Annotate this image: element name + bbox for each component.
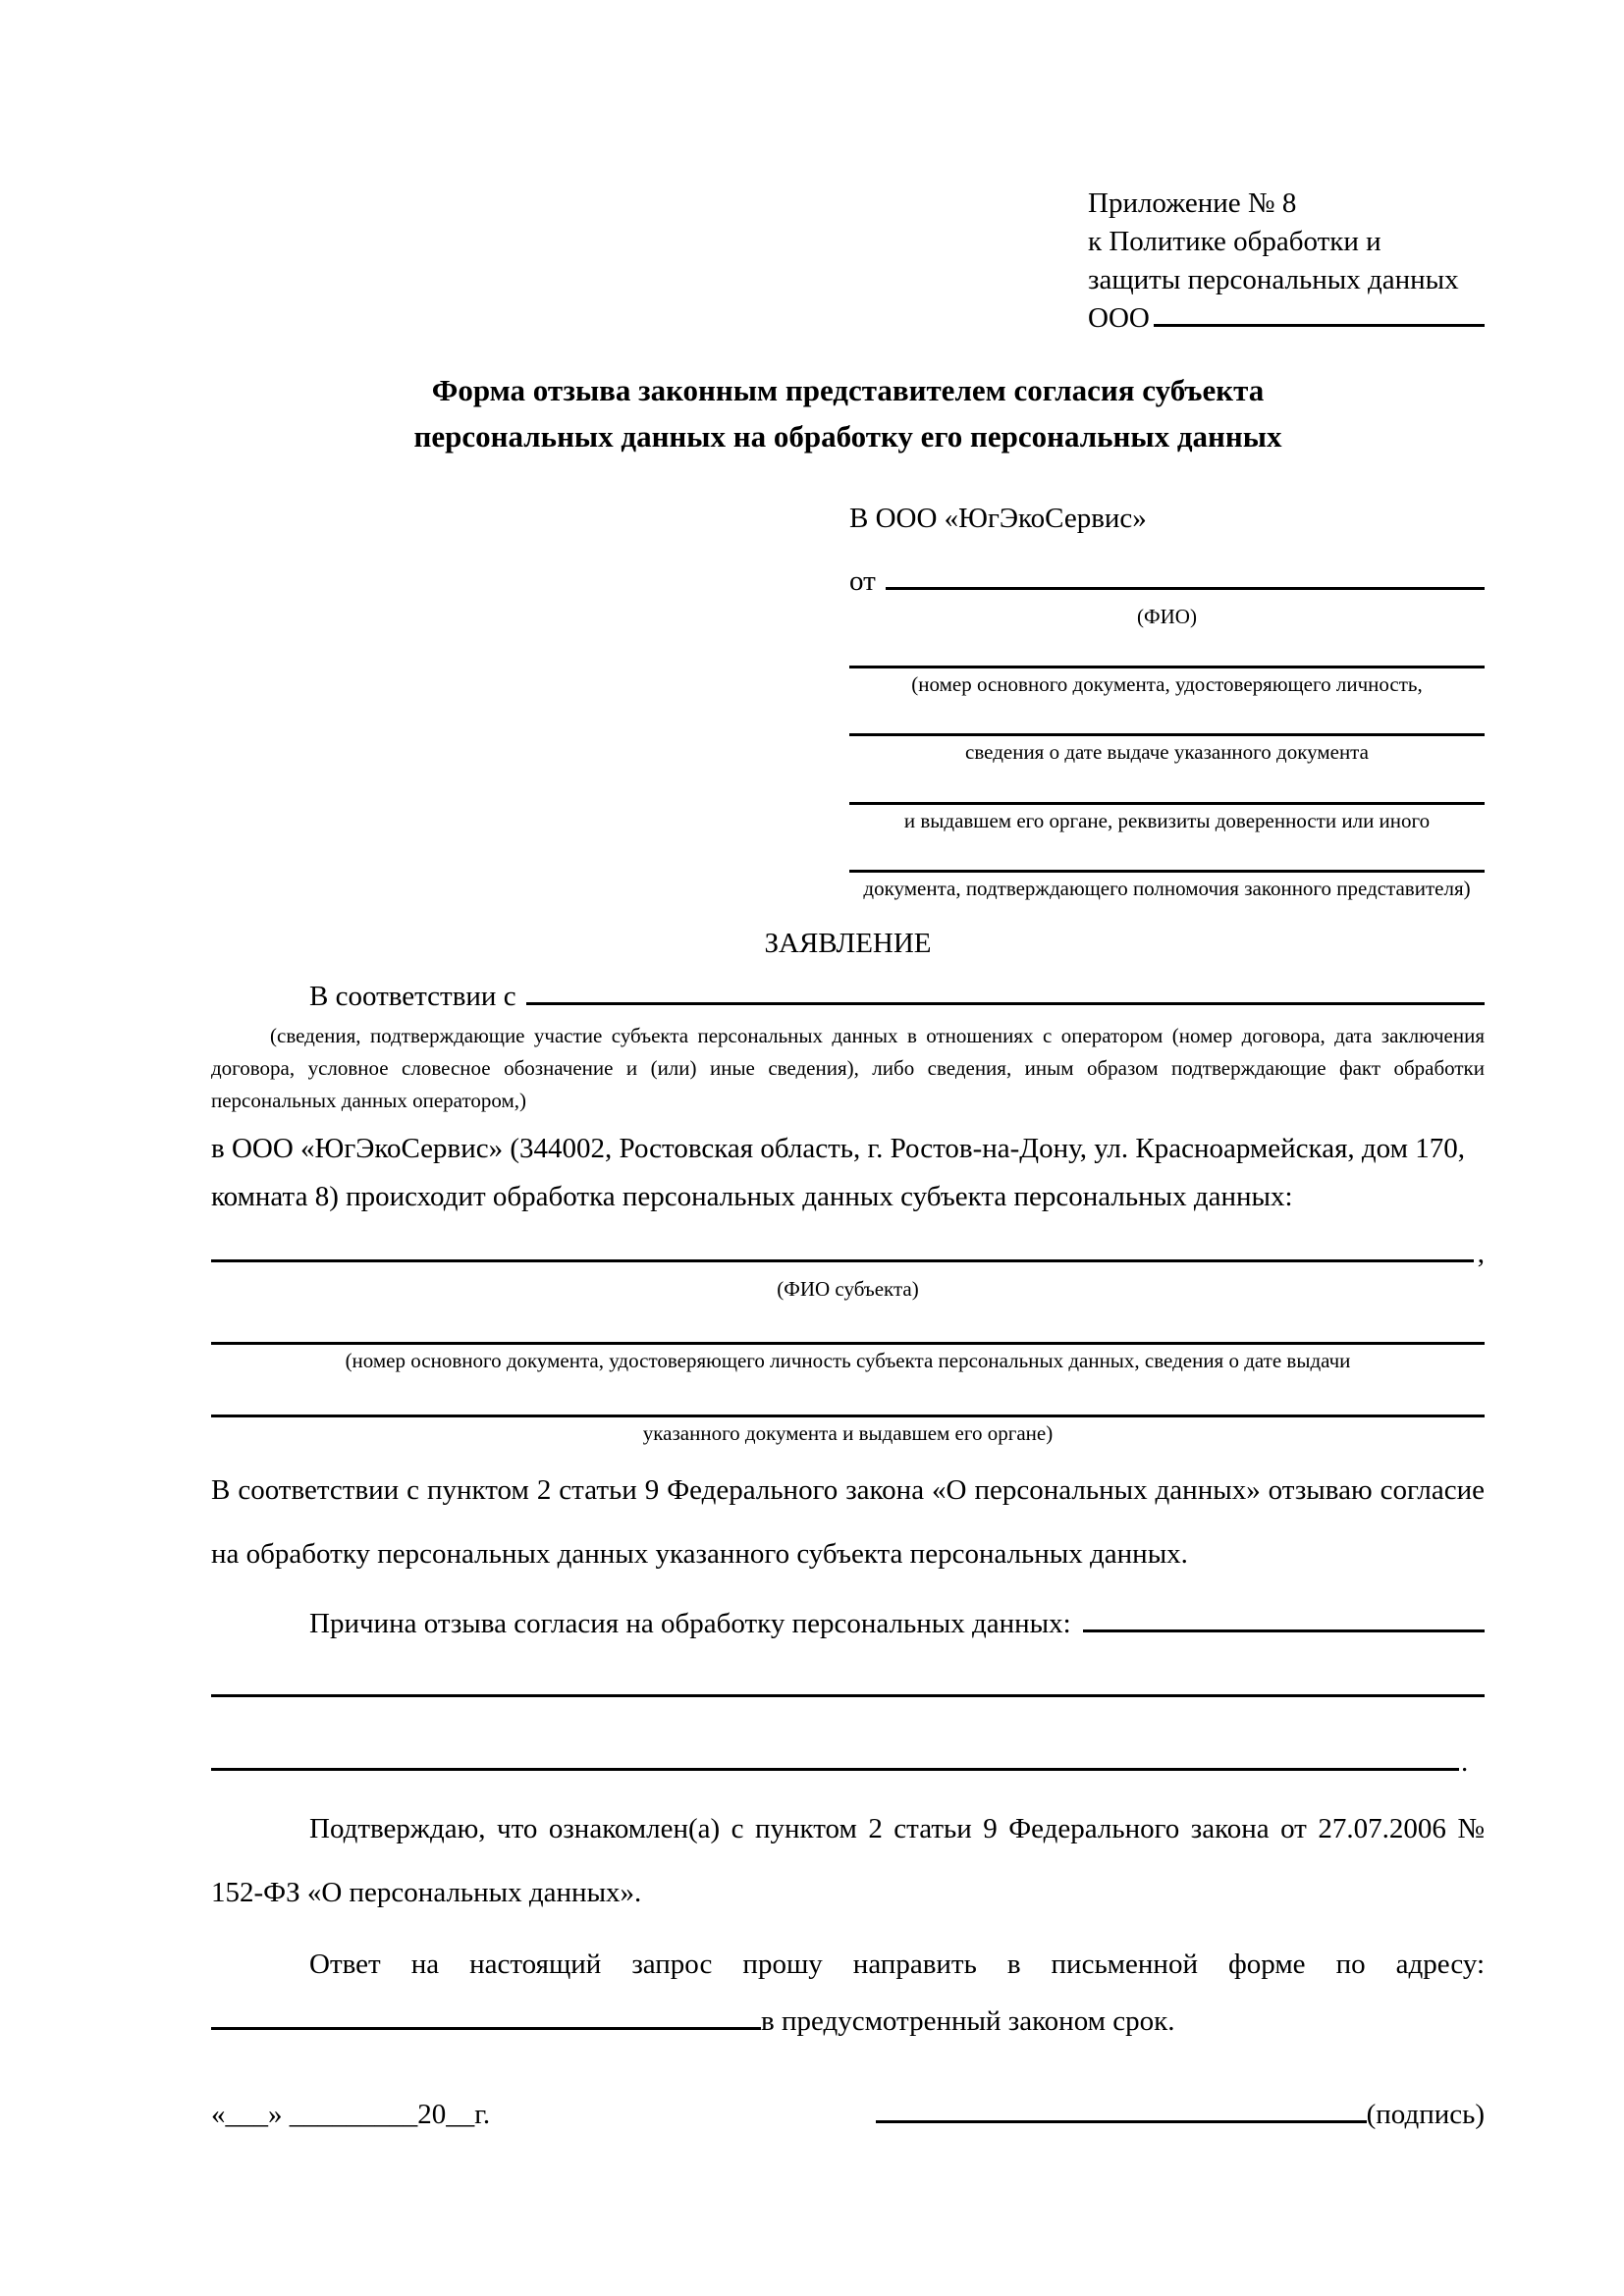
withdraw-paragraph: В соответствии с пунктом 2 статьи 9 Федерального закона «О персональных данных» отзываю согласие на обработку персональных данных указанного субъекта персональных данных. bbox=[211, 1473, 1485, 1571]
subject-line-comma: , bbox=[1477, 1238, 1485, 1270]
representative-doc-field-4[interactable] bbox=[849, 870, 1485, 873]
representative-doc-field-3[interactable] bbox=[849, 802, 1485, 805]
consent-basis-field[interactable] bbox=[526, 1002, 1485, 1005]
reason-field-line-3[interactable] bbox=[211, 1768, 1459, 1771]
operator-paragraph: в ООО «ЮгЭкоСервис» (344002, Ростовская область, г. Ростов-на-Дону, ул. Красноармейская, дом 170, комната 8) происходит обработка персональных данных субъекта персональных данных: bbox=[211, 1132, 1465, 1213]
from-row bbox=[849, 563, 1485, 601]
signature-field[interactable] bbox=[876, 2120, 1367, 2123]
subject-name-row bbox=[211, 1236, 1485, 1273]
representative-doc-caption-4: документа, подтверждающего полномочия законного представителя) bbox=[863, 877, 1471, 900]
reason-field-line-2[interactable] bbox=[211, 1694, 1485, 1697]
reason-period: . bbox=[1461, 1746, 1469, 1779]
subject-fio-caption: (ФИО субъекта) bbox=[777, 1277, 919, 1302]
reply-paragraph: Ответ на настоящий запрос прошу направить в письменной форме по адресу: bbox=[309, 1949, 1485, 1981]
confirm-paragraph: Подтверждаю, что ознакомлен(а) с пунктом 2 статьи 9 Федерального закона от 27.07.2006 № 152-ФЗ «О персональных данных». bbox=[211, 1812, 1485, 1909]
reason-field-line-1[interactable] bbox=[1083, 1629, 1485, 1632]
reply-suffix: в предусмотренный законом срок. bbox=[761, 2004, 1175, 2037]
representative-doc-field-1[interactable] bbox=[849, 666, 1485, 668]
representative-doc-caption-2: сведения о дате выдаче указанного документа bbox=[965, 740, 1369, 765]
subject-doc-field-1[interactable] bbox=[211, 1342, 1485, 1345]
fio-caption: (ФИО) bbox=[1137, 604, 1197, 628]
document-title bbox=[211, 368, 1485, 459]
appendix-line-1: Приложение № 8 bbox=[1088, 187, 1297, 219]
addressee-company: В ООО «ЮгЭкоСервис» bbox=[849, 503, 1147, 535]
representative-name-field[interactable] bbox=[886, 587, 1485, 590]
appendix-line-3: защиты персональных данных bbox=[1088, 263, 1459, 295]
from-label: от bbox=[849, 565, 876, 598]
statement-heading: ЗАЯВЛЕНИЕ bbox=[764, 928, 932, 960]
representative-doc-field-2[interactable] bbox=[849, 733, 1485, 736]
reason-end-row bbox=[211, 1744, 1485, 1782]
signature-caption: (подпись) bbox=[1366, 2099, 1485, 2131]
signature-footer bbox=[211, 2097, 1485, 2134]
title-line-2: персональных данных на обработку его персональных данных bbox=[413, 418, 1282, 454]
small-print-note: (сведения, подтверждающие участие субъекта персональных данных в отношениях с оператором (номер договора, дата заключения договора, условное словесное обозначение и (или) иные сведения), либо сведения, иным образом подтверждающие факт обработки персональных данных оператором,) bbox=[211, 1023, 1485, 1112]
subject-name-field[interactable] bbox=[211, 1259, 1474, 1262]
date-field[interactable]: «___» _________20__г. bbox=[211, 2099, 491, 2131]
reply-address-row bbox=[211, 2003, 1485, 2041]
company-name-field[interactable] bbox=[1154, 324, 1485, 327]
subject-doc-caption-1: (номер основного документа, удостоверяющего личность субъекта персональных данных, сведения о дате выдачи bbox=[345, 1349, 1351, 1373]
addressee-block bbox=[849, 501, 1485, 902]
reason-label: Причина отзыва согласия на обработку персональных данных: bbox=[309, 1608, 1071, 1640]
company-name-row bbox=[1088, 299, 1485, 338]
appendix-line-2: к Политике обработки и bbox=[1088, 225, 1381, 257]
representative-doc-caption-3: и выдавшем его органе, реквизиты доверенности или иного bbox=[903, 808, 1431, 832]
intro-label: В соответствии с bbox=[309, 980, 516, 1012]
title-line-1: Форма отзыва законным представителем согласия субъекта bbox=[431, 373, 1265, 408]
representative-doc-caption-1: (номер основного документа, удостоверяющего личность, bbox=[911, 672, 1423, 697]
reply-address-field[interactable] bbox=[211, 2027, 761, 2030]
appendix-header bbox=[1088, 185, 1485, 337]
company-label: ООО bbox=[1088, 301, 1150, 334]
subject-doc-caption-2: указанного документа и выдавшем его органе) bbox=[642, 1420, 1054, 1445]
subject-doc-field-2[interactable] bbox=[211, 1415, 1485, 1417]
intro-row bbox=[211, 979, 1485, 1016]
signature-area bbox=[876, 2097, 1485, 2134]
reason-row bbox=[211, 1600, 1485, 1649]
